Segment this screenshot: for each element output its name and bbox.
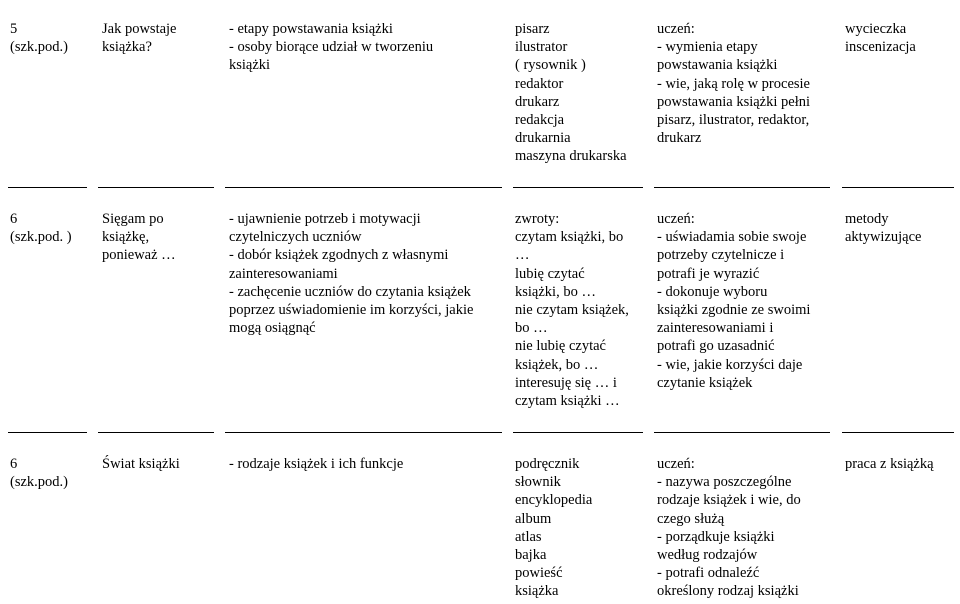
row1-outcomes-line: pisarz, ilustrator, redaktor, [657,112,810,129]
row2-content-line: bo … [515,320,548,337]
row1-grade-line: (szk.pod.) [10,39,68,56]
row-separator-rule [225,187,502,188]
row1-methods-line: wycieczka [845,21,907,37]
row2-methods-cell [845,210,922,246]
row2-topic-line: Sięgam po [102,211,164,227]
row2-goals-line: czytelniczych uczniów [229,229,362,246]
row1-topic-line: książka? [102,39,152,56]
row3-grade-line: (szk.pod.) [10,474,68,491]
row2-goals-line: mogą osiągnąć [229,320,316,337]
row-separator-rule [513,432,643,433]
row3-outcomes-line: czego służą [657,510,725,527]
row3-content-line: powieść [515,565,563,582]
row3-topic-cell [102,455,180,473]
row1-goals-line: - etapy powstawania książki [229,21,393,37]
row1-outcomes-line: powstawania książki pełni [657,93,811,110]
row1-methods-cell [845,20,916,56]
row-separator-rule [654,432,830,433]
row2-goals-cell [229,210,473,337]
row2-outcomes-line: potrzeby czytelnicze i [657,247,785,264]
row2-outcomes-line: czytanie książek [657,374,753,391]
row3-goals-line: - rodzaje książek i ich funkcje [229,456,404,472]
row3-content-line: bajka [515,547,547,564]
row-separator-rule [98,432,214,433]
row3-outcomes-line: - potrafi odnaleźć [657,565,760,582]
row-separator-rule [98,187,214,188]
row-separator-rule [842,432,954,433]
row2-goals-line: poprzez uświadomienie im korzyści, jakie [229,302,474,319]
row3-content-line: encyklopedia [515,492,593,509]
row2-methods-line: aktywizujące [845,229,922,246]
row2-outcomes-line: zainteresowaniami i [657,320,774,337]
row2-content-line: książek, bo … [515,356,599,373]
row1-content-line: redaktor [515,75,564,92]
row-separator-rule [654,187,830,188]
row-separator-rule [513,187,643,188]
row2-outcomes-line: potrafi je wyrazić [657,265,760,282]
row2-outcomes-line: uczeń: [657,211,695,227]
row3-outcomes-cell [657,455,801,601]
row1-outcomes-line: - wymienia etapy [657,39,758,56]
row2-content-line: książki, bo … [515,283,596,300]
row3-outcomes-line: określony rodzaj książki [657,583,799,600]
row3-outcomes-line: - porządkuje książki [657,528,775,545]
row1-content-line: drukarnia [515,130,571,147]
row2-content-line: nie lubię czytać [515,338,606,355]
row3-content-line: słownik [515,474,561,491]
row2-goals-line: - dobór książek zgodnych z własnymi [229,247,449,264]
row3-content-cell [515,455,592,601]
row1-outcomes-line: powstawania książki [657,57,778,74]
row1-content-cell [515,20,627,166]
row2-topic-line: książkę, [102,229,150,246]
row3-outcomes-line: - nazywa poszczególne [657,474,792,491]
row1-content-line: ilustrator [515,39,568,56]
row-separator-rule [8,187,87,188]
row3-outcomes-line: według rodzajów [657,547,758,564]
row2-content-line: zwroty: [515,211,560,227]
row2-goals-line: zainteresowaniami [229,265,338,282]
row2-grade-line: (szk.pod. ) [10,229,72,246]
row2-outcomes-line: - wie, jakie korzyści daje [657,356,803,373]
row1-goals-line: książki [229,57,271,74]
row1-content-line: drukarz [515,93,560,110]
row1-content-line: ( rysownik ) [515,57,586,74]
row3-methods-line: praca z książką [845,456,934,472]
row3-content-line: album [515,510,552,527]
row2-grade-line: 6 [10,211,18,227]
row3-outcomes-line: uczeń: [657,456,695,472]
row2-outcomes-line: - dokonuje wyboru [657,283,768,300]
row2-goals-line: - ujawnienie potrzeb i motywacji [229,211,421,227]
row-separator-rule [842,187,954,188]
row2-content-line: interesuję się … i [515,374,617,391]
row1-methods-line: inscenizacja [845,39,916,56]
row1-topic-line: Jak powstaje [102,21,177,37]
row2-goals-line: - zachęcenie uczniów do czytania książek [229,283,471,300]
row1-goals-line: - osoby biorące udział w tworzeniu [229,39,434,56]
row3-content-line: podręcznik [515,456,580,472]
row1-topic-cell [102,20,177,56]
row2-topic-line: ponieważ … [102,247,176,264]
row2-topic-cell [102,210,176,265]
row1-outcomes-cell [657,20,810,147]
row3-content-line: atlas [515,528,542,545]
row3-grade-line: 6 [10,456,18,472]
row1-outcomes-line: drukarz [657,130,702,147]
row3-topic-line: Świat książki [102,456,180,472]
row-separator-rule [8,432,87,433]
row2-content-line: … [515,247,530,264]
row1-outcomes-line: uczeń: [657,21,695,37]
row2-methods-line: metody [845,211,889,227]
row3-outcomes-line: rodzaje książek i wie, do [657,492,801,509]
row1-goals-cell [229,20,433,75]
row2-content-cell [515,210,629,410]
row-separator-rule [225,432,502,433]
row3-content-line: książka [515,583,559,600]
row3-goals-cell [229,455,403,473]
row2-content-line: czytam książki, bo [515,229,624,246]
row2-content-line: lubię czytać [515,265,585,282]
row2-outcomes-line: potrafi go uzasadnić [657,338,775,355]
row1-grade-cell [10,20,68,56]
row1-outcomes-line: - wie, jaką rolę w procesie [657,75,810,92]
row2-content-line: nie czytam książek, [515,302,629,319]
row2-content-line: czytam książki … [515,393,620,410]
row1-content-line: maszyna drukarska [515,148,627,165]
row2-outcomes-line: - uświadamia sobie swoje [657,229,807,246]
row1-content-line: redakcja [515,112,565,129]
row2-outcomes-cell [657,210,810,392]
row1-content-line: pisarz [515,21,550,37]
row1-grade-line: 5 [10,21,18,37]
row3-methods-cell [845,455,934,473]
row2-grade-cell [10,210,72,246]
row2-outcomes-line: książki zgodnie ze swoimi [657,302,811,319]
row3-grade-cell [10,455,68,491]
